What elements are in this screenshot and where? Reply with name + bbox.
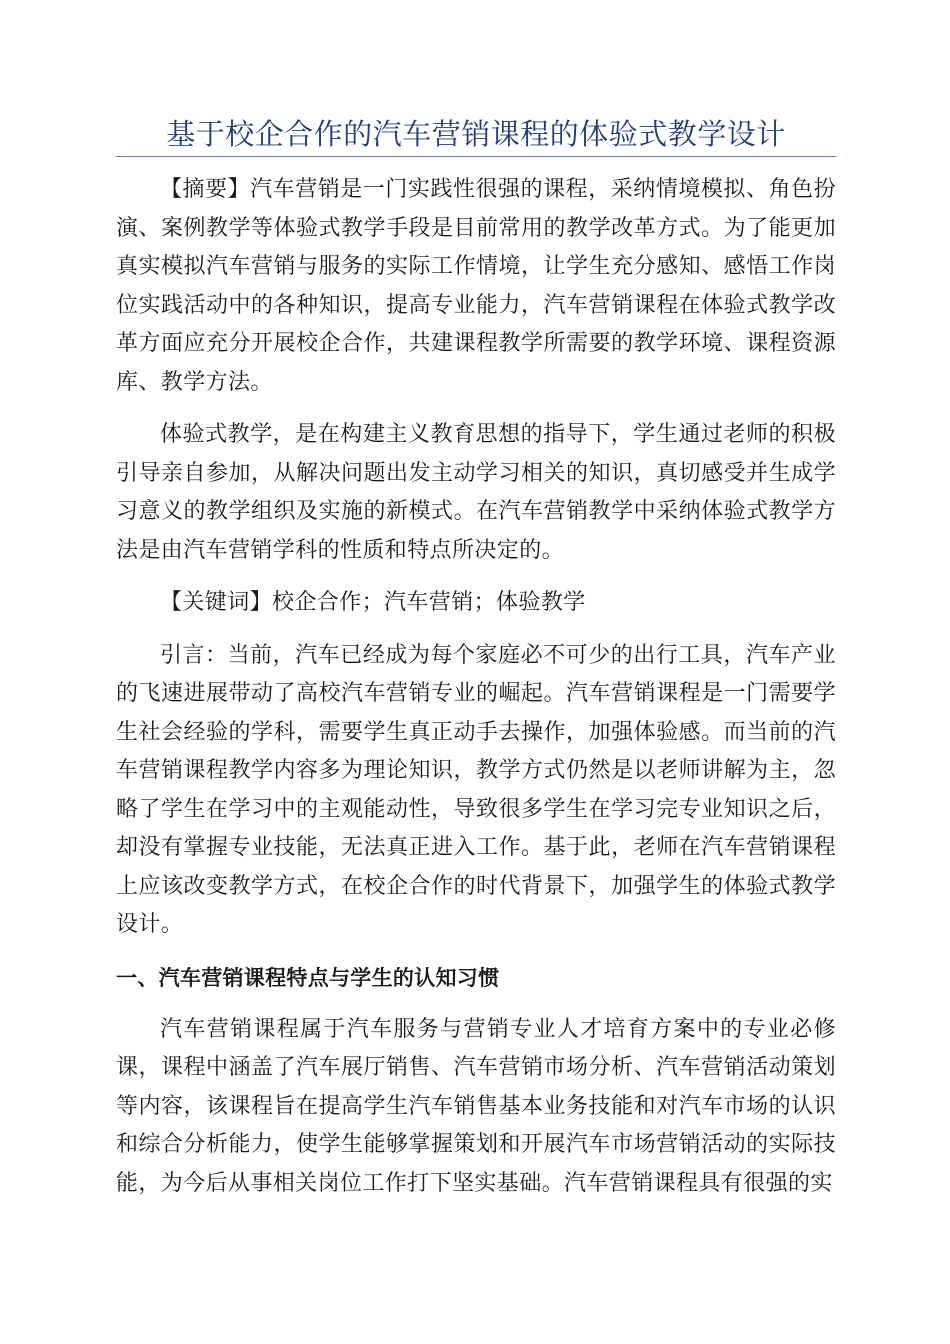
keywords-paragraph: 【关键词】校企合作；汽车营销；体验教学: [160, 590, 586, 615]
paragraph-gap: [116, 945, 836, 959]
paragraph-gap: [116, 997, 836, 1011]
paragraph-gap: [116, 570, 836, 584]
introduction-paragraph: 引言：当前，汽车已经成为每个家庭必不可少的出行工具，汽车产业的飞速进展带动了高校汽车营销专业的崛起。汽车营销课程是一门需要学生社会经验的学科，需要学生真正动手去操作，加强体验感。而当前的汽车营销课程教学内容多为理论知识，教学方式仍然是以老师讲解为主，忽略了学生在学习中的主观能动性，导致很多学生在学习完专业知识之后，却没有掌握专业技能，无法真正进入工作。基于此，老师在汽车营销课程上应该改变教学方式，在校企合作的时代背景下，加强学生的体验式教学设计。: [116, 642, 836, 937]
paragraph-gap: [116, 402, 836, 416]
section-body-paragraph: 汽车营销课程属于汽车服务与营销专业人才培育方案中的专业必修课，课程中涵盖了汽车展厅销售、汽车营销市场分析、汽车营销活动策划等内容，该课程旨在提高学生汽车销售基本业务技能和对汽车市场的认识和综合分析能力，使学生能够掌握策划和开展汽车市场营销活动的实际技能，为今后从事相关岗位工作打下坚实基础。汽车营销课程具有很强的实: [116, 1016, 836, 1196]
title-underline: [116, 156, 836, 157]
document-page: [116, 112, 836, 1203]
experiential-teaching-paragraph: 体验式教学，是在构建主义教育思想的指导下，学生通过老师的积极引导亲自参加，从解决问题出发主动学习相关的知识，真切感受并生成学习意义的教学组织及实施的新模式。在汽车营销教学中采纳体验式教学方法是由汽车营销学科的性质和特点所决定的。: [116, 422, 836, 563]
section-heading: 一、汽车营销课程特点与学生的认知习惯: [116, 965, 500, 990]
document-title: 基于校企合作的汽车营销课程的体验式教学设计: [166, 117, 786, 151]
paragraph-gap: [116, 623, 836, 637]
abstract-paragraph: 【摘要】汽车营销是一门实践性很强的课程，采纳情境模拟、角色扮演、案例教学等体验式教学手段是目前常用的教学改革方式。为了能更加真实模拟汽车营销与服务的实际工作情境，让学生充分感知、感悟工作岗位实践活动中的各种知识，提高专业能力，汽车营销课程在体验式教学改革方面应充分开展校企合作，共建课程教学所需要的教学环境、课程资源库、教学方法。: [116, 177, 836, 395]
